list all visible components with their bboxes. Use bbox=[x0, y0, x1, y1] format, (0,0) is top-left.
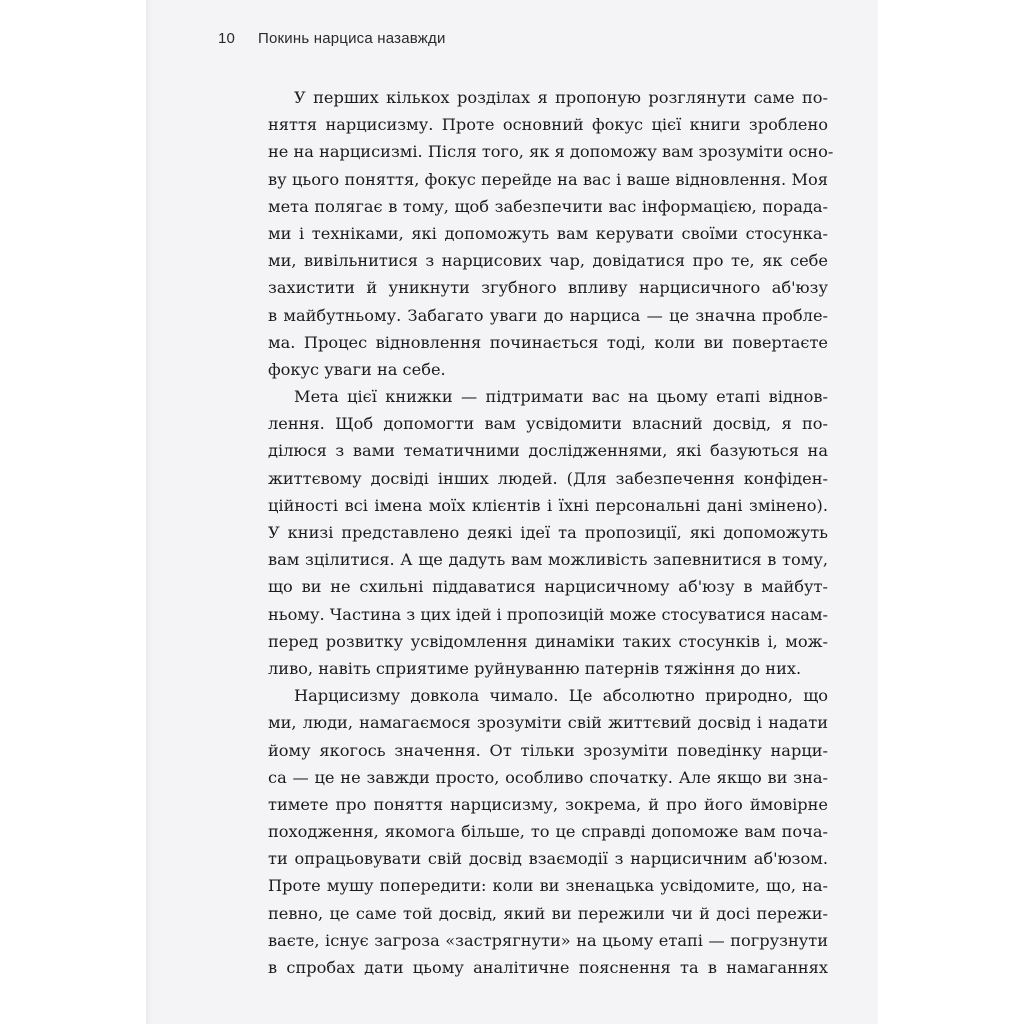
text-line: ваєте, існує загроза «застрягнути» на цьому етапі — погрузнути bbox=[268, 930, 828, 950]
text-line: У книзі представлено деякі ідеї та пропозиції, які допоможуть bbox=[268, 523, 828, 542]
text-line: ційності всі імена моїх клієнтів і їхні персональні дані змінено). bbox=[268, 495, 828, 515]
page-number: 10 bbox=[218, 30, 236, 47]
text-line: ма. Процес відновлення починається тоді, коли ви повертаєте bbox=[268, 332, 828, 352]
text-line: Нарцисизму довкола чимало. Це абсолютно природно, що bbox=[294, 686, 828, 706]
text-line: ти опрацьовувати свій досвід взаємодії з нарцисичним аб'юзом. bbox=[268, 849, 828, 869]
text-line: ливо, навіть сприятиме руйнуванню патернів тяжіння до них. bbox=[268, 658, 802, 678]
text-line: тимете про поняття нарцисизму, зокрема, й про його ймовірне bbox=[268, 794, 828, 814]
text-line: життєвому досвіді інших людей. (Для забезпечення конфіден- bbox=[268, 468, 828, 488]
text-line: перед розвитку усвідомлення динаміки таких стосунків і, мож- bbox=[268, 631, 828, 651]
running-header bbox=[218, 30, 446, 47]
text-line: Мета цієї книжки — підтримати вас на цьому етапі віднов- bbox=[294, 387, 828, 407]
paragraph bbox=[268, 383, 828, 682]
text-line: У перших кількох розділах я пропоную розглянути саме по- bbox=[294, 88, 828, 107]
text-line: не на нарцисизмі. Після того, як я допоможу вам зрозуміти осно- bbox=[268, 142, 834, 162]
text-line: в спробах дати цьому аналітичне пояснення та в намаганнях bbox=[268, 958, 828, 977]
text-line: ділюся з вами тематичними дослідженнями, які базуються на bbox=[268, 441, 828, 461]
text-line: са — це не завжди просто, особливо спочатку. Але якщо ви зна- bbox=[268, 767, 828, 787]
text-line: що ви не схильні піддаватися нарцисичному аб'юзу в майбут- bbox=[268, 577, 828, 597]
text-line: лення. Щоб допомогти вам усвідомити власний досвід, я по- bbox=[268, 414, 828, 434]
text-line: походження, якомога більше, то це справді допоможе вам поча- bbox=[268, 822, 828, 842]
text-line: мета полягає в тому, щоб забезпечити вас інформацією, порада- bbox=[268, 196, 828, 216]
text-line: ми, вивільнитися з нарцисових чар, довідатися про те, як себе bbox=[268, 251, 828, 271]
text-line: ми, люди, намагаємося зрозуміти свій життєвий досвід і надати bbox=[268, 713, 828, 733]
book-page bbox=[146, 0, 878, 1024]
text-line: фокус уваги на себе. bbox=[268, 359, 446, 379]
paragraph bbox=[268, 682, 828, 981]
body-text bbox=[268, 84, 834, 981]
text-line: захистити й уникнути згубного впливу нарцисичного аб'юзу bbox=[268, 278, 828, 298]
text-line: ву цього поняття, фокус перейде на вас і ваше відновлення. Моя bbox=[268, 169, 828, 189]
text-line: в майбутньому. Забагато уваги до нарциса — це значна пробле- bbox=[268, 305, 828, 325]
text-line: ньому. Частина з цих ідей і пропозицій може стосуватися насам- bbox=[268, 604, 828, 624]
text-line: певно, це саме той досвід, який ви пережили чи й досі пережи- bbox=[268, 903, 828, 923]
text-line: няття нарцисизму. Проте основний фокус цієї книги зроблено bbox=[268, 115, 828, 135]
text-line: ми і техніками, які допоможуть вам керувати своїми стосунка- bbox=[268, 223, 828, 243]
paragraph bbox=[268, 84, 834, 383]
running-title: Покинь нарциса назавжди bbox=[258, 30, 446, 47]
text-line: йому якогось значення. От тільки зрозуміти поведінку нарци- bbox=[268, 740, 828, 760]
text-line: вам зцілитися. А ще дадуть вам можливість запевнитися в тому, bbox=[268, 550, 828, 570]
text-line: Проте мушу попередити: коли ви зненацька усвідомите, що, на- bbox=[268, 876, 828, 896]
